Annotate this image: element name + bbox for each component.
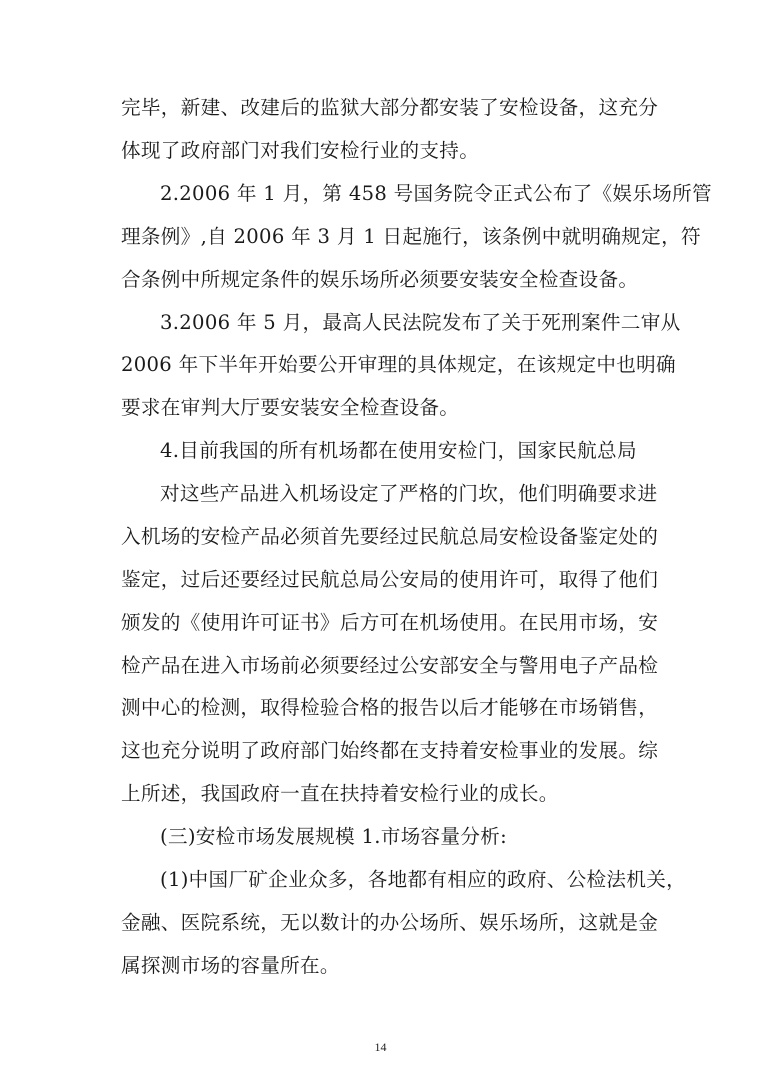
text-line: 上所述，我国政府一直在扶持着安检行业的成长。 xyxy=(121,782,559,805)
text-line: 完毕，新建、改建后的监狱大部分都安装了安检设备，这充分 xyxy=(121,96,659,119)
text-line: 测中心的检测，取得检验合格的报告以后才能够在市场销售， xyxy=(121,696,659,719)
text-line: 理条例》,自 2006 年 3 月 1 日起施行，该条例中就明确规定，符 xyxy=(121,225,701,248)
text-line: 属探测市场的容量所在。 xyxy=(121,954,340,977)
text-line: 要求在审判大厅要安装安全检查设备。 xyxy=(121,396,460,419)
page-number: 14 xyxy=(374,1040,387,1054)
section-heading: (三)安检市场发展规模 1.市场容量分析: xyxy=(160,825,508,848)
text-line: 鉴定，过后还要经过民航总局公安局的使用许可，取得了他们 xyxy=(121,568,659,591)
text-line: 入机场的安检产品必须首先要经过民航总局安检设备鉴定处的 xyxy=(121,525,659,548)
text-line: 2006 年下半年开始要公开审理的具体规定，在该规定中也明确 xyxy=(121,353,676,376)
text-line: 4.目前我国的所有机场都在使用安检门，国家民航总局 xyxy=(160,439,637,462)
text-line: 颁发的《使用许可证书》后方可在机场使用。在民用市场，安 xyxy=(121,611,659,634)
text-line: 这也充分说明了政府部门始终都在支持着安检事业的发展。综 xyxy=(121,739,659,762)
text-line: 检产品在进入市场前必须要经过公安部安全与警用电子产品检 xyxy=(121,654,659,677)
text-line: (1)中国厂矿企业众多，各地都有相应的政府、公检法机关， xyxy=(160,868,686,891)
text-line: 3.2006 年 5 月，最高人民法院发布了关于死刑案件二审从 xyxy=(160,311,681,334)
text-line: 2.2006 年 1 月，第 458 号国务院令正式公布了《娱乐场所管 xyxy=(160,182,712,205)
text-line: 体现了政府部门对我们安检行业的支持。 xyxy=(121,139,480,162)
text-line: 合条例中所规定条件的娱乐场所必须要安装安全检查设备。 xyxy=(121,268,639,291)
text-line: 金融、医院系统，无以数计的办公场所、娱乐场所，这就是金 xyxy=(121,911,659,934)
text-line: 对这些产品进入机场设定了严格的门坎，他们明确要求进 xyxy=(160,482,658,505)
